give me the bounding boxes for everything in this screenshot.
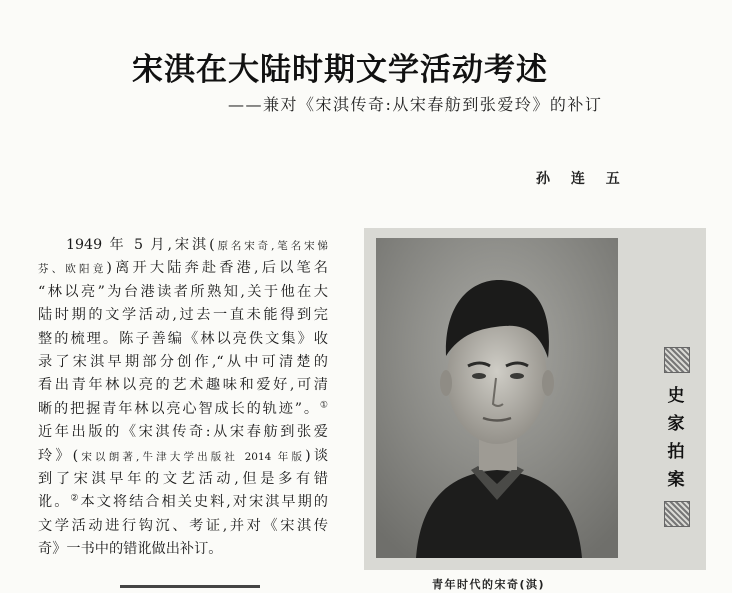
footnote-marker[interactable]: ① — [319, 400, 328, 410]
portrait-photo — [376, 238, 618, 558]
body-text-run: 1949 年 5 月,宋淇( — [66, 237, 215, 253]
photo-figure — [364, 228, 706, 570]
body-text-run: 晰的把握青年林以亮心智成长的轨迹”。 — [38, 400, 320, 417]
body-line — [38, 468, 328, 491]
body-text-run: 整的梳理。陈子善编《林以亮佚文集》收 — [38, 330, 328, 347]
decorative-lattice-icon — [664, 501, 690, 527]
body-text-run: 原名宋奇,笔名宋悌 — [214, 240, 328, 252]
body-line — [38, 304, 328, 327]
body-text-run: )谈 — [305, 447, 328, 464]
body-text — [38, 234, 328, 561]
author-name: 孙 连 五 — [536, 171, 628, 187]
body-text-run: 玲》( — [38, 447, 79, 464]
body-text-run: )离开大陆奔赴香港,后以笔名 — [106, 260, 328, 277]
footnote-marker[interactable]: ② — [70, 493, 81, 504]
body-text-run: 录了宋淇早期部分创作,“从中可清楚的 — [38, 353, 328, 370]
body-line — [38, 421, 328, 444]
body-text-run: 文学活动进行钩沉、考证,并对《宋淇传 — [38, 517, 328, 534]
body-line — [38, 328, 328, 351]
body-line — [38, 445, 328, 468]
body-text-run: 本文将结合相关史料,对宋淇早期的 — [80, 494, 328, 511]
body-text-run: 近年出版的《宋淇传奇:从宋春舫到张爱 — [38, 424, 328, 441]
body-line — [38, 281, 328, 304]
body-line — [38, 538, 328, 561]
body-text-run: “林以亮”为台港读者所熟知,关于他在大 — [38, 283, 328, 300]
body-line — [38, 374, 328, 397]
body-text-run: 讹。 — [38, 494, 71, 511]
body-text-run: 陆时期的文学活动,过去一直未能得到完 — [38, 307, 328, 324]
body-text-run: 到了宋淇早年的文艺活动,但是多有错 — [38, 470, 328, 487]
body-text-run: 奇》一书中的错讹做出补订。 — [38, 541, 223, 558]
article-subtitle: ——兼对《宋淇传奇:从宋春舫到张爱玲》的补订 — [228, 95, 603, 114]
body-line — [38, 234, 328, 257]
body-text-run: 宋以朗著,牛津大学出版社 2014 年版 — [78, 450, 306, 463]
decorative-lattice-icon — [664, 347, 690, 373]
article-title: 宋淇在大陆时期文学活动考述 — [132, 52, 548, 88]
body-text-run: 看出青年林以亮的艺术趣味和爱好,可清 — [38, 377, 328, 394]
column-label: 史家拍案 — [667, 386, 685, 490]
body-line — [38, 351, 328, 374]
body-line — [38, 398, 328, 421]
section-heading-cropped — [120, 585, 270, 593]
body-line — [38, 515, 328, 538]
photo-caption: 青年时代的宋奇(淇) — [432, 578, 546, 591]
body-line — [38, 491, 328, 514]
body-text-run: 芬、欧阳竟 — [38, 263, 107, 276]
body-line — [38, 257, 328, 280]
